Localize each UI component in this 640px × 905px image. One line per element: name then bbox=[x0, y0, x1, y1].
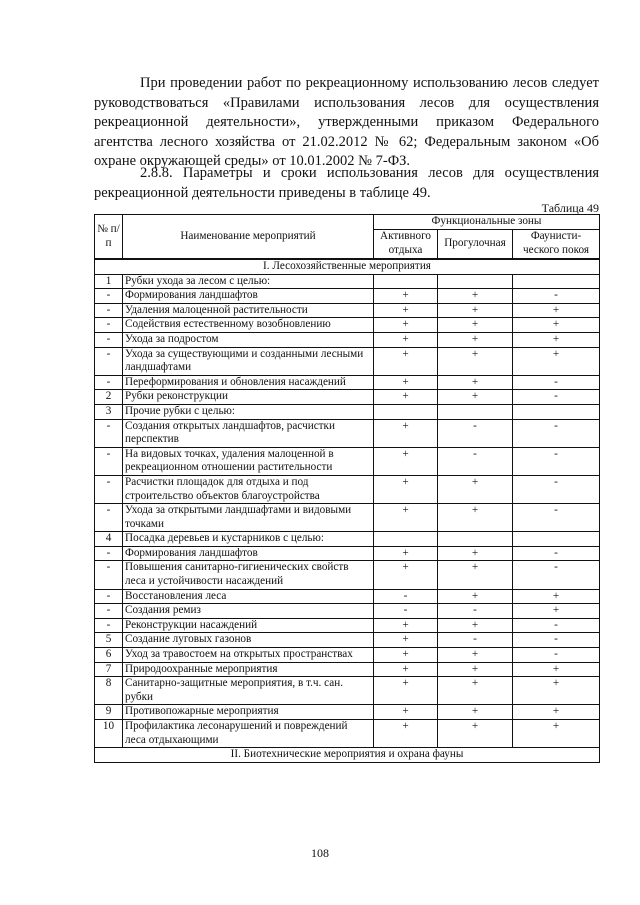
mark-active bbox=[374, 404, 438, 419]
row-name: Рубки реконструкции bbox=[123, 390, 374, 405]
table-row bbox=[95, 447, 600, 475]
mark-walking: + bbox=[438, 561, 513, 589]
table-row bbox=[95, 289, 600, 304]
row-number: - bbox=[95, 303, 123, 318]
mark-active: + bbox=[374, 720, 438, 748]
row-number: 6 bbox=[95, 648, 123, 663]
mark-fauna: + bbox=[513, 662, 600, 677]
row-number: 8 bbox=[95, 677, 123, 705]
mark-fauna: - bbox=[513, 561, 600, 589]
mark-active bbox=[374, 274, 438, 289]
mark-active: + bbox=[374, 318, 438, 333]
mark-fauna bbox=[513, 274, 600, 289]
row-number: - bbox=[95, 618, 123, 633]
table-row bbox=[95, 633, 600, 648]
row-number: 4 bbox=[95, 532, 123, 547]
mark-active: + bbox=[374, 504, 438, 532]
table-row bbox=[95, 390, 600, 405]
row-name: Восстановления леса bbox=[123, 589, 374, 604]
mark-active: + bbox=[374, 332, 438, 347]
mark-fauna bbox=[513, 532, 600, 547]
table-caption: Таблица 49 bbox=[541, 201, 599, 215]
mark-active: + bbox=[374, 475, 438, 503]
mark-fauna: + bbox=[513, 332, 600, 347]
mark-walking: + bbox=[438, 648, 513, 663]
mark-walking: + bbox=[438, 318, 513, 333]
header-zone-walking: Прогулочная bbox=[438, 230, 513, 259]
mark-fauna: - bbox=[513, 447, 600, 475]
section-paragraph: 2.8.8. Параметры и сроки использования лесов для осуществления рекреационной деятельности приведены в таблице 49. bbox=[94, 165, 599, 201]
row-number: - bbox=[95, 318, 123, 333]
row-name: Противопожарные мероприятия bbox=[123, 705, 374, 720]
table-row bbox=[95, 546, 600, 561]
header-zone-active: Активного отдыха bbox=[374, 230, 438, 259]
mark-walking: + bbox=[438, 390, 513, 405]
mark-active: + bbox=[374, 561, 438, 589]
row-number: 10 bbox=[95, 720, 123, 748]
header-zone-fauna: Фаунисти-ческого покоя bbox=[513, 230, 600, 259]
mark-fauna bbox=[513, 404, 600, 419]
mark-active: - bbox=[374, 604, 438, 619]
row-number: - bbox=[95, 604, 123, 619]
mark-fauna: + bbox=[513, 604, 600, 619]
mark-fauna: - bbox=[513, 648, 600, 663]
mark-active: + bbox=[374, 677, 438, 705]
row-number: - bbox=[95, 332, 123, 347]
mark-walking bbox=[438, 274, 513, 289]
table-row bbox=[95, 475, 600, 503]
table-row bbox=[95, 662, 600, 677]
row-name: Формирования ландшафтов bbox=[123, 289, 374, 304]
table-row bbox=[95, 274, 600, 289]
row-number: - bbox=[95, 289, 123, 304]
mark-active: + bbox=[374, 419, 438, 447]
mark-walking: + bbox=[438, 332, 513, 347]
mark-active: + bbox=[374, 303, 438, 318]
mark-fauna: + bbox=[513, 705, 600, 720]
row-number: - bbox=[95, 504, 123, 532]
mark-walking: + bbox=[438, 705, 513, 720]
mark-fauna: + bbox=[513, 347, 600, 375]
row-name: Прочие рубки с целью: bbox=[123, 404, 374, 419]
row-number: 1 bbox=[95, 274, 123, 289]
table-row bbox=[95, 404, 600, 419]
mark-active: + bbox=[374, 662, 438, 677]
table-row bbox=[95, 504, 600, 532]
mark-walking bbox=[438, 532, 513, 547]
table-row bbox=[95, 347, 600, 375]
row-name: Ухода за открытыми ландшафтами и видовыми точками bbox=[123, 504, 374, 532]
section-heading: II. Биотехнические мероприятия и охрана фауны bbox=[95, 748, 600, 763]
table-row bbox=[95, 604, 600, 619]
row-name: На видовых точках, удаления малоценной в рекреационном отношении растительности bbox=[123, 447, 374, 475]
row-name: Повышения санитарно-гигиенических свойств леса и устойчивости насаждений bbox=[123, 561, 374, 589]
mark-fauna: - bbox=[513, 633, 600, 648]
row-number: - bbox=[95, 475, 123, 503]
row-name: Санитарно-защитные мероприятия, в т.ч. сан. рубки bbox=[123, 677, 374, 705]
mark-active: + bbox=[374, 648, 438, 663]
row-name: Содействия естественному возобновлению bbox=[123, 318, 374, 333]
mark-active bbox=[374, 532, 438, 547]
mark-walking: - bbox=[438, 633, 513, 648]
mark-active: + bbox=[374, 289, 438, 304]
table-row bbox=[95, 589, 600, 604]
table-row bbox=[95, 618, 600, 633]
mark-fauna: - bbox=[513, 546, 600, 561]
table-row bbox=[95, 303, 600, 318]
mark-walking: + bbox=[438, 618, 513, 633]
mark-fauna: + bbox=[513, 303, 600, 318]
mark-fauna: - bbox=[513, 419, 600, 447]
row-name: Уход за травостоем на открытых пространствах bbox=[123, 648, 374, 663]
mark-walking: + bbox=[438, 475, 513, 503]
row-number: - bbox=[95, 546, 123, 561]
intro-paragraph: При проведении работ по рекреационному использованию лесов следует руководствоваться «Правилами использования лесов для осуществления рекреационной деятельности», утвержденными приказом Федерального агентства лесного хозяйства от 21.02.2012 № 62; Федеральным законом «Об охране окружающей среды» от 10.01.2002 № 7-ФЗ. bbox=[94, 75, 599, 169]
mark-walking: + bbox=[438, 546, 513, 561]
mark-walking: - bbox=[438, 447, 513, 475]
row-name: Ухода за существующими и созданными лесными ландшафтами bbox=[123, 347, 374, 375]
row-name: Создание луговых газонов bbox=[123, 633, 374, 648]
mark-walking: - bbox=[438, 419, 513, 447]
row-name: Формирования ландшафтов bbox=[123, 546, 374, 561]
table-row bbox=[95, 318, 600, 333]
row-number: - bbox=[95, 561, 123, 589]
table-row bbox=[95, 375, 600, 390]
table-row bbox=[95, 332, 600, 347]
table-row bbox=[95, 705, 600, 720]
page-number: 108 bbox=[311, 846, 329, 860]
mark-walking: + bbox=[438, 289, 513, 304]
mark-active: + bbox=[374, 618, 438, 633]
row-name: Реконструкции насаждений bbox=[123, 618, 374, 633]
row-name: Удаления малоценной растительности bbox=[123, 303, 374, 318]
mark-active: + bbox=[374, 633, 438, 648]
row-name: Создания ремиз bbox=[123, 604, 374, 619]
header-name: Наименование мероприятий bbox=[123, 215, 374, 259]
mark-walking: + bbox=[438, 720, 513, 748]
mark-fauna: + bbox=[513, 677, 600, 705]
row-number: 3 bbox=[95, 404, 123, 419]
row-name: Рубки ухода за лесом с целью: bbox=[123, 274, 374, 289]
activities-table bbox=[94, 214, 600, 763]
mark-walking: + bbox=[438, 589, 513, 604]
row-name: Природоохранные мероприятия bbox=[123, 662, 374, 677]
row-number: - bbox=[95, 375, 123, 390]
row-number: - bbox=[95, 589, 123, 604]
mark-walking bbox=[438, 404, 513, 419]
mark-fauna: - bbox=[513, 375, 600, 390]
table-row bbox=[95, 561, 600, 589]
mark-walking: + bbox=[438, 504, 513, 532]
mark-active: + bbox=[374, 375, 438, 390]
table-row bbox=[95, 677, 600, 705]
table-row bbox=[95, 720, 600, 748]
table-row bbox=[95, 532, 600, 547]
row-name: Ухода за подростом bbox=[123, 332, 374, 347]
header-num: № п/п bbox=[95, 215, 123, 259]
row-name: Расчистки площадок для отдыха и под строительство объектов благоустройства bbox=[123, 475, 374, 503]
mark-fauna: + bbox=[513, 318, 600, 333]
mark-fauna: - bbox=[513, 289, 600, 304]
row-name: Создания открытых ландшафтов, расчистки перспектив bbox=[123, 419, 374, 447]
row-number: 7 bbox=[95, 662, 123, 677]
table-row bbox=[95, 648, 600, 663]
table-row bbox=[95, 419, 600, 447]
mark-fauna: + bbox=[513, 589, 600, 604]
header-zones: Функциональные зоны bbox=[374, 215, 600, 230]
mark-active: + bbox=[374, 447, 438, 475]
mark-active: + bbox=[374, 705, 438, 720]
mark-walking: + bbox=[438, 303, 513, 318]
mark-fauna: - bbox=[513, 475, 600, 503]
mark-fauna: - bbox=[513, 390, 600, 405]
mark-walking: - bbox=[438, 604, 513, 619]
row-number: 5 bbox=[95, 633, 123, 648]
mark-active: + bbox=[374, 546, 438, 561]
row-name: Посадка деревьев и кустарников с целью: bbox=[123, 532, 374, 547]
row-number: 2 bbox=[95, 390, 123, 405]
row-name: Профилактика лесонарушений и повреждений леса отдыхающими bbox=[123, 720, 374, 748]
mark-walking: + bbox=[438, 347, 513, 375]
row-number: - bbox=[95, 419, 123, 447]
row-number: 9 bbox=[95, 705, 123, 720]
mark-active: + bbox=[374, 390, 438, 405]
mark-walking: + bbox=[438, 662, 513, 677]
mark-active: + bbox=[374, 347, 438, 375]
mark-fauna: - bbox=[513, 504, 600, 532]
mark-walking: + bbox=[438, 677, 513, 705]
mark-walking: + bbox=[438, 375, 513, 390]
section-heading: I. Лесохозяйственные мероприятия bbox=[95, 260, 600, 275]
mark-active: - bbox=[374, 589, 438, 604]
row-number: - bbox=[95, 347, 123, 375]
mark-fauna: + bbox=[513, 720, 600, 748]
row-number: - bbox=[95, 447, 123, 475]
row-name: Переформирования и обновления насаждений bbox=[123, 375, 374, 390]
mark-fauna: - bbox=[513, 618, 600, 633]
